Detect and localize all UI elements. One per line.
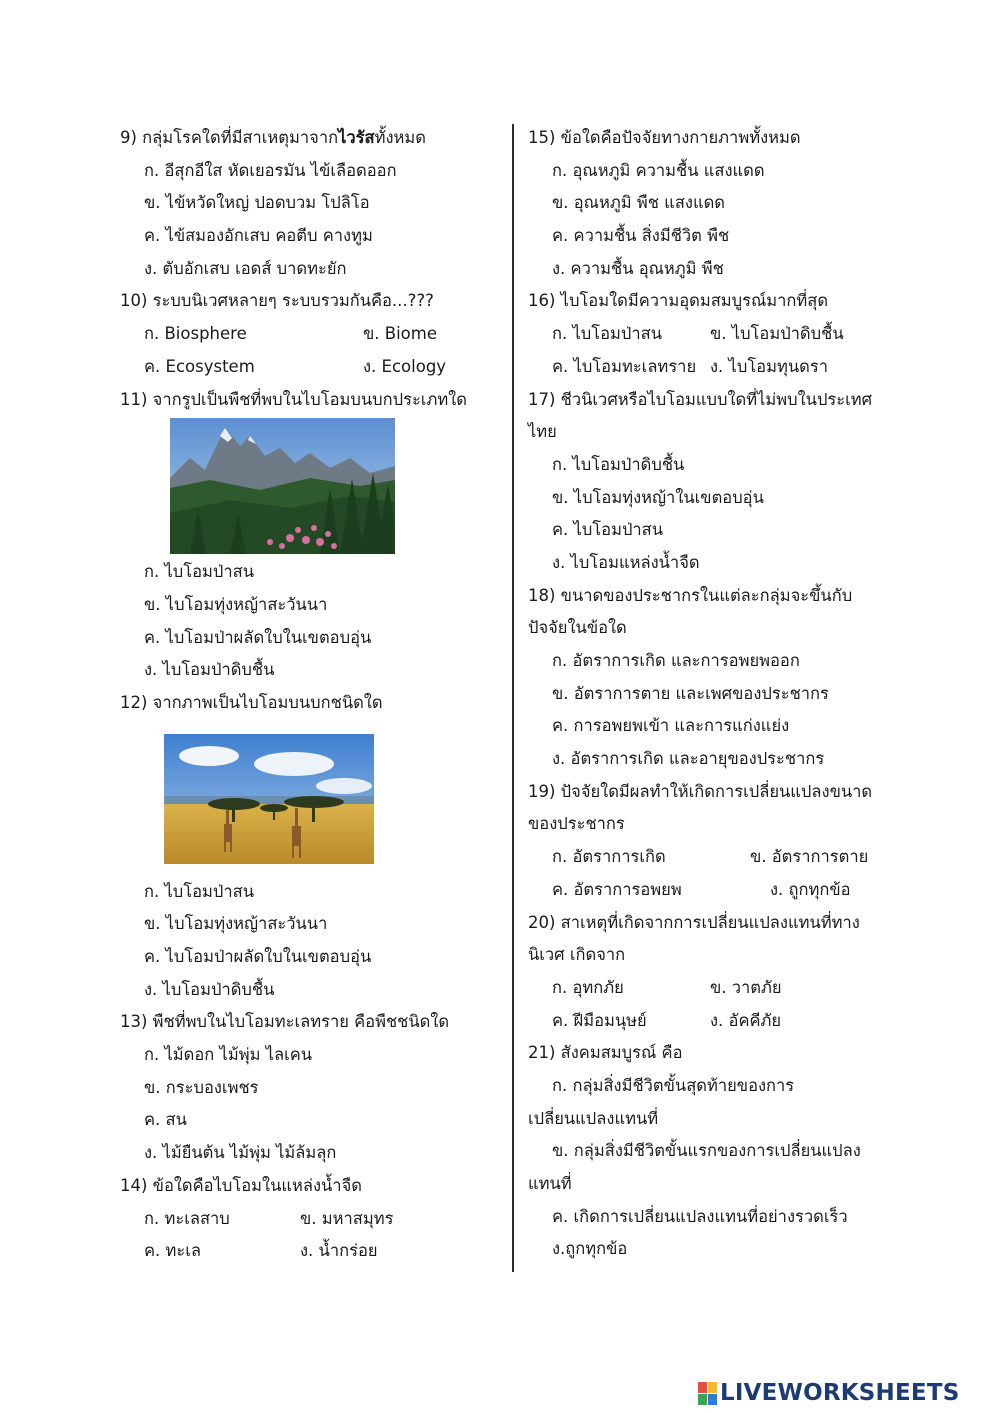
q15-option-d[interactable]: ง. ความชื้น อุณหภูมิ พืช [552,258,724,278]
q19-options-row-2 [528,874,873,907]
q14-options-row-1 [120,1203,505,1236]
q19-option-c[interactable]: ค. อัตราการอพยพ [552,879,682,899]
q12-option-d[interactable]: ง. ไบโอมป่าดิบชื้น [144,979,275,999]
question-18-line-1: 18) ขนาดของประชากรในแต่ละกลุ่มจะขึ้นกับ [528,585,853,605]
q11-option-a[interactable]: ก. ไบโอมป่าสน [144,562,254,582]
q21-option-a-line-2[interactable]: เปลี่ยนแปลงแทนที่ [528,1108,659,1128]
q21-option-c[interactable]: ค. เกิดการเปลี่ยนแปลงแทนที่อย่างรวดเร็ว [552,1206,848,1226]
question-20-line-2: นิเวศ เกิดจาก [528,945,626,965]
logo-square-2 [708,1382,717,1393]
q10-option-a[interactable]: ก. Biosphere [144,324,247,344]
q16-option-a[interactable]: ก. ไบโอมป่าสน [552,324,662,344]
q11-option-b[interactable]: ข. ไบโอมทุ่งหญ้าสะวันนา [144,594,328,614]
question-12: 12) จากภาพเป็นไบโอมบนบกชนิดใด [120,692,383,712]
question-15: 15) ข้อใดคือปัจจัยทางกายภาพทั้งหมด [528,128,801,147]
q17-option-d[interactable]: ง. ไบโอมแหล่งน้ำจืด [552,552,700,572]
q21-option-a-line-1[interactable]: ก. กลุ่มสิ่งมีชีวิตขั้นสุดท้ายของการ [552,1075,795,1095]
question-21: 21) สังคมสมบูรณ์ คือ [528,1043,683,1063]
question-17-line-2: ไทย [528,422,557,442]
q18-option-b[interactable]: ข. อัตราการตาย และเพศของประชากร [552,683,829,703]
left-column [120,122,505,1268]
q19-option-a[interactable]: ก. อัตราการเกิด [552,847,666,867]
q20-options-row-2 [528,1005,873,1038]
q14-option-d[interactable]: ง. น้ำกร่อย [300,1241,378,1261]
q15-option-c[interactable]: ค. ความชื้น สิ่งมีชีวิต พืช [552,226,730,246]
q11-option-d[interactable]: ง. ไบโอมป่าดิบชื้น [144,660,275,680]
question-13: 13) พืชที่พบในไบโอมทะเลทราย คือพืชชนิดใด [120,1012,450,1032]
q16-option-d[interactable]: ง. ไบโอมทุนดรา [710,356,828,376]
q18-option-a[interactable]: ก. อัตราการเกิด และการอพยพออก [552,651,800,670]
q18-option-c[interactable]: ค. การอพยพเข้า และการแก่งแย่ง [552,716,790,736]
q16-option-b[interactable]: ข. ไบโอมป่าดิบชื้น [710,324,844,344]
question-14: 14) ข้อใดคือไบโอมในแหล่งน้ำจืด [120,1175,362,1195]
coniferous-forest-image [170,418,395,554]
q17-option-a[interactable]: ก. ไบโอมป่าดิบชื้น [552,454,685,474]
question-16: 16) ไบโอมใดมีความอุดมสมบูรณ์มากที่สุด [528,291,829,311]
question-9: 9) กลุ่มโรคใดที่มีสาเหตุมาจากไวรัสทั้งหมด [120,128,426,147]
logo-text: LIVEWORKSHEETS [720,1380,960,1406]
q12-option-b[interactable]: ข. ไบโอมทุ่งหญ้าสะวันนา [144,914,328,934]
q16-options-row-1 [528,318,873,351]
q20-option-c[interactable]: ค. ฝีมือมนุษย์ [552,1010,647,1030]
q19-option-d[interactable]: ง. ถูกทุกข้อ [770,879,851,899]
q10-options-row-1 [120,318,505,351]
q11-option-c[interactable]: ค. ไบโอมป่าผลัดใบในเขตอบอุ่น [144,627,372,647]
question-18-line-2: ปัจจัยในข้อใด [528,618,627,638]
q17-option-b[interactable]: ข. ไบโอมทุ่งหญ้าในเขตอบอุ่น [552,487,764,507]
q18-option-d[interactable]: ง. อัตราการเกิด และอายุของประชากร [552,749,825,769]
q9-option-c[interactable]: ค. ไข้สมองอักเสบ คอตีบ คางทูม [144,226,373,246]
q16-options-row-2 [528,351,873,384]
q21-option-b-line-2[interactable]: แทนที่ [528,1174,572,1193]
logo-square-3 [698,1394,707,1405]
q9-option-d[interactable]: ง. ตับอักเสบ เอดส์ บาดทะยัก [144,258,347,278]
q21-option-b-line-1[interactable]: ข. กลุ่มสิ่งมีชีวิตขั้นแรกของการเปลี่ยนแปลง [552,1141,861,1161]
liveworksheets-logo [698,1380,959,1406]
right-column [528,122,873,1266]
question-10: 10) ระบบนิเวศหลายๆ ระบบรวมกันคือ...??? [120,291,434,311]
q12-option-c[interactable]: ค. ไบโอมป่าผลัดใบในเขตอบอุ่น [144,947,372,966]
logo-mark-icon [698,1382,716,1404]
q21-option-d[interactable]: ง.ถูกทุกข้อ [552,1239,628,1259]
q13-option-d[interactable]: ง. ไม้ยืนต้น ไม้พุ่ม ไม้ล้มลุก [144,1143,337,1163]
column-divider [512,124,514,1272]
q14-option-b[interactable]: ข. มหาสมุทร [300,1208,394,1228]
q9-option-a[interactable]: ก. อีสุกอีใส หัดเยอรมัน ไข้เลือดออก [144,160,397,180]
question-19-line-1: 19) ปัจจัยใดมีผลทำให้เกิดการเปลี่ยนแปลงขนาด [528,781,873,801]
q13-option-a[interactable]: ก. ไม้ดอก ไม้พุ่ม ไลเคน [144,1045,313,1065]
q9-option-b[interactable]: ข. ไข้หวัดใหญ่ ปอดบวม โปลิโอ [144,193,370,213]
q20-option-d[interactable]: ง. อัคคีภัย [710,1010,782,1030]
logo-square-1 [698,1382,707,1393]
q10-option-c[interactable]: ค. Ecosystem [144,356,255,376]
bold-keyword: ไวรัส [338,128,375,147]
q20-option-a[interactable]: ก. อุทกภัย [552,977,624,997]
q14-options-row-2 [120,1235,505,1268]
q13-option-b[interactable]: ข. กระบองเพชร [144,1077,259,1097]
q20-options-row-1 [528,972,873,1005]
q19-option-b[interactable]: ข. อัตราการตาย [750,847,869,867]
savanna-image [164,734,374,864]
q10-options-row-2 [120,351,505,384]
logo-square-4 [708,1394,717,1405]
q10-option-b[interactable]: ข. Biome [363,324,437,344]
q13-option-c[interactable]: ค. สน [144,1110,187,1130]
q14-option-c[interactable]: ค. ทะเล [144,1241,202,1261]
question-19-line-2: ของประชากร [528,814,625,834]
q15-option-a[interactable]: ก. อุณหภูมิ ความชื้น แสงแดด [552,160,765,180]
question-20-line-1: 20) สาเหตุที่เกิดจากการเปลี่ยนแปลงแทนที่ทาง [528,912,860,932]
question-11: 11) จากรูปเป็นพืชที่พบในไบโอมบนบกประเภทใด [120,389,467,409]
q17-option-c[interactable]: ค. ไบโอมป่าสน [552,520,664,540]
q20-option-b[interactable]: ข. วาตภัย [710,977,782,997]
q10-option-d[interactable]: ง. Ecology [363,356,447,376]
q19-options-row-1 [528,841,873,874]
q14-option-a[interactable]: ก. ทะเลสาบ [144,1208,230,1228]
q16-option-c[interactable]: ค. ไบโอมทะเลทราย [552,356,697,376]
question-17-line-1: 17) ชีวนิเวศหรือไบโอมแบบใดที่ไม่พบในประเทศ [528,389,873,409]
q12-option-a[interactable]: ก. ไบโอมป่าสน [144,881,254,901]
q15-option-b[interactable]: ข. อุณหภูมิ พืช แสงแดด [552,193,726,213]
